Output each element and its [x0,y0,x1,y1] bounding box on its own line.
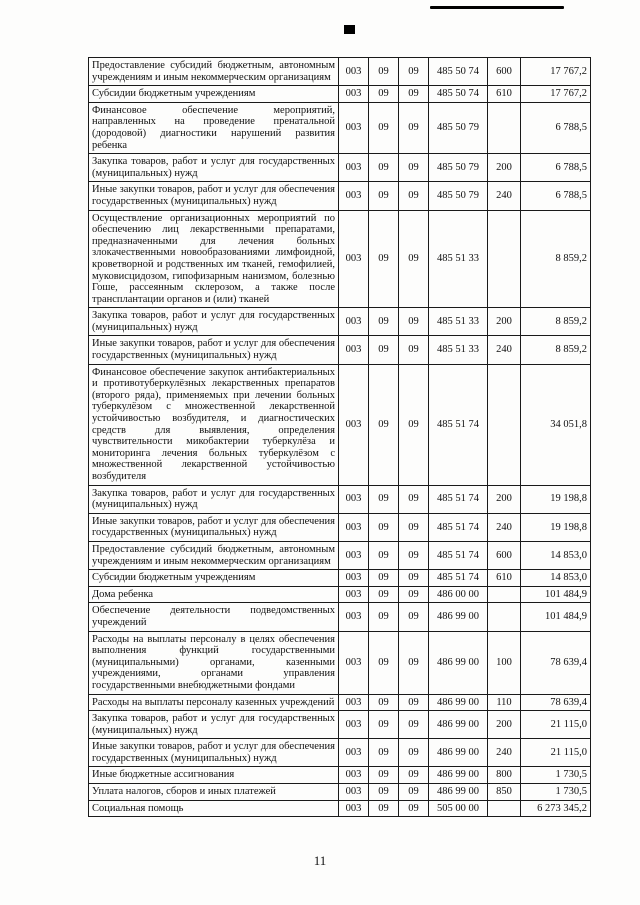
code-main-cell: 003 [339,784,369,801]
code-type-cell: 610 [488,86,521,103]
code-section-cell: 09 [369,784,399,801]
amount-cell: 101 484,9 [521,586,591,603]
table-row [89,364,591,485]
code-section-cell: 09 [369,336,399,364]
table-row [89,603,591,631]
code-main-cell: 003 [339,586,369,603]
code-section-cell: 09 [369,603,399,631]
code-main-cell: 003 [339,308,369,336]
expense-name-cell: Обеспечение деятельности подведомственных учреждений [89,603,339,631]
expense-name-cell: Иные закупки товаров, работ и услуг для обеспечения государственных (муниципальных) нужд [89,513,339,541]
table-row [89,513,591,541]
code-type-cell: 200 [488,711,521,739]
table-row [89,586,591,603]
amount-cell: 17 767,2 [521,86,591,103]
code-type-cell: 850 [488,784,521,801]
code-target-cell: 485 51 33 [429,336,488,364]
amount-cell: 21 115,0 [521,739,591,767]
code-target-cell: 485 51 33 [429,210,488,308]
code-subsection-cell: 09 [399,336,429,364]
expense-name-cell: Осуществление организационных мероприятий по обеспечению лиц лекарственными препаратами, предназначенными для лечения больных злокачественными новообразованиями лимфоидной, кроветворной и родственных им тканей, гемофилией, муковисцидозом, гипофизарным нанизмом, болезнью Гоше, рассеянным склерозом, а также после трансплантации органов и (или) тканей [89,210,339,308]
code-type-cell [488,800,521,817]
code-main-cell: 003 [339,336,369,364]
expense-name-cell: Дома ребенка [89,586,339,603]
amount-cell: 6 788,5 [521,154,591,182]
table-row [89,182,591,210]
code-type-cell [488,603,521,631]
code-main-cell: 003 [339,58,369,86]
amount-cell: 78 639,4 [521,631,591,694]
code-type-cell [488,210,521,308]
code-subsection-cell: 09 [399,58,429,86]
table-row [89,336,591,364]
code-target-cell: 485 51 74 [429,570,488,587]
code-type-cell [488,102,521,153]
code-target-cell: 485 50 79 [429,102,488,153]
scan-artifact-line [430,6,564,9]
code-main-cell: 003 [339,631,369,694]
code-subsection-cell: 09 [399,631,429,694]
code-section-cell: 09 [369,485,399,513]
code-target-cell: 486 99 00 [429,784,488,801]
code-type-cell: 200 [488,154,521,182]
code-type-cell [488,364,521,485]
table-row [89,86,591,103]
expense-name-cell: Иные закупки товаров, работ и услуг для обеспечения государственных (муниципальных) нужд [89,739,339,767]
code-section-cell: 09 [369,711,399,739]
table-row [89,485,591,513]
expense-name-cell: Закупка товаров, работ и услуг для государственных (муниципальных) нужд [89,308,339,336]
expense-name-cell: Закупка товаров, работ и услуг для государственных (муниципальных) нужд [89,711,339,739]
code-type-cell: 240 [488,739,521,767]
code-type-cell: 200 [488,485,521,513]
code-target-cell: 486 99 00 [429,603,488,631]
code-section-cell: 09 [369,308,399,336]
code-type-cell [488,586,521,603]
code-subsection-cell: 09 [399,210,429,308]
table-row [89,784,591,801]
code-target-cell: 486 99 00 [429,767,488,784]
page-number: 11 [313,853,327,868]
amount-cell: 14 853,0 [521,541,591,569]
code-section-cell: 09 [369,210,399,308]
code-subsection-cell: 09 [399,767,429,784]
code-target-cell: 485 51 74 [429,513,488,541]
expense-name-cell: Финансовое обеспечение мероприятий, направленных на проведение пренатальной (дородовой) диагностики нарушений развития ребенка [89,102,339,153]
table-row [89,711,591,739]
table-row [89,102,591,153]
code-main-cell: 003 [339,210,369,308]
code-type-cell: 110 [488,694,521,711]
expense-name-cell: Предоставление субсидий бюджетным, автономным учреждениям и иным некоммерческим организациям [89,58,339,86]
code-target-cell: 485 50 79 [429,182,488,210]
table-row [89,739,591,767]
code-main-cell: 003 [339,485,369,513]
code-subsection-cell: 09 [399,154,429,182]
code-type-cell: 240 [488,336,521,364]
code-type-cell: 100 [488,631,521,694]
code-target-cell: 485 51 74 [429,364,488,485]
code-section-cell: 09 [369,102,399,153]
expense-name-cell: Финансовое обеспечение закупок антибактериальных и противотуберкулёзных лекарственных препаратов (второго ряда), применяемых при лечении больных туберкулёзом с множественной лекарственной устойчивостью возбудителя, и диагностических средств для выявления, определения чувствительности микобактерии туберкулёза и мониторинга лечения больных туберкулёзом с множественной лекарственной устойчивостью возбудителя [89,364,339,485]
amount-cell: 8 859,2 [521,336,591,364]
code-type-cell: 610 [488,570,521,587]
code-subsection-cell: 09 [399,694,429,711]
amount-cell: 8 859,2 [521,308,591,336]
table-row [89,694,591,711]
code-main-cell: 003 [339,800,369,817]
amount-cell: 101 484,9 [521,603,591,631]
expense-name-cell: Закупка товаров, работ и услуг для государственных (муниципальных) нужд [89,154,339,182]
amount-cell: 19 198,8 [521,513,591,541]
expense-name-cell: Субсидии бюджетным учреждениям [89,86,339,103]
code-target-cell: 485 50 74 [429,86,488,103]
expense-name-cell: Социальная помощь [89,800,339,817]
table-row [89,58,591,86]
amount-cell: 17 767,2 [521,58,591,86]
code-section-cell: 09 [369,364,399,485]
amount-cell: 21 115,0 [521,711,591,739]
expense-name-cell: Расходы на выплаты персоналу казенных учреждений [89,694,339,711]
code-section-cell: 09 [369,182,399,210]
expense-name-cell: Иные закупки товаров, работ и услуг для обеспечения государственных (муниципальных) нужд [89,182,339,210]
code-subsection-cell: 09 [399,513,429,541]
code-target-cell: 486 99 00 [429,711,488,739]
code-type-cell: 200 [488,308,521,336]
expense-name-cell: Иные закупки товаров, работ и услуг для обеспечения государственных (муниципальных) нужд [89,336,339,364]
code-section-cell: 09 [369,541,399,569]
table-row [89,570,591,587]
budget-table-body [89,58,591,817]
amount-cell: 1 730,5 [521,784,591,801]
amount-cell: 19 198,8 [521,485,591,513]
table-row [89,308,591,336]
code-main-cell: 003 [339,694,369,711]
code-target-cell: 505 00 00 [429,800,488,817]
code-section-cell: 09 [369,631,399,694]
code-main-cell: 003 [339,86,369,103]
code-section-cell: 09 [369,570,399,587]
code-main-cell: 003 [339,513,369,541]
code-type-cell: 600 [488,58,521,86]
expense-name-cell: Предоставление субсидий бюджетным, автономным учреждениям и иным некоммерческим организациям [89,541,339,569]
code-subsection-cell: 09 [399,364,429,485]
code-main-cell: 003 [339,364,369,485]
budget-table [88,57,591,817]
code-main-cell: 003 [339,739,369,767]
code-section-cell: 09 [369,58,399,86]
table-row [89,800,591,817]
code-main-cell: 003 [339,767,369,784]
code-target-cell: 486 99 00 [429,631,488,694]
code-subsection-cell: 09 [399,86,429,103]
code-type-cell: 240 [488,182,521,210]
code-subsection-cell: 09 [399,485,429,513]
table-row [89,767,591,784]
expense-name-cell: Закупка товаров, работ и услуг для государственных (муниципальных) нужд [89,485,339,513]
amount-cell: 6 788,5 [521,102,591,153]
code-main-cell: 003 [339,541,369,569]
amount-cell: 6 273 345,2 [521,800,591,817]
code-target-cell: 486 00 00 [429,586,488,603]
code-subsection-cell: 09 [399,541,429,569]
amount-cell: 8 859,2 [521,210,591,308]
code-type-cell: 800 [488,767,521,784]
expense-name-cell: Расходы на выплаты персоналу в целях обеспечения выполнения функций государственными (муниципальными) органами, казенными учреждениями, органами управления государственными внебюджетными фондами [89,631,339,694]
code-target-cell: 486 99 00 [429,694,488,711]
code-main-cell: 003 [339,711,369,739]
code-subsection-cell: 09 [399,586,429,603]
code-section-cell: 09 [369,767,399,784]
code-subsection-cell: 09 [399,570,429,587]
code-section-cell: 09 [369,154,399,182]
code-target-cell: 486 99 00 [429,739,488,767]
code-target-cell: 485 50 79 [429,154,488,182]
table-row [89,631,591,694]
code-section-cell: 09 [369,586,399,603]
table-row [89,541,591,569]
code-section-cell: 09 [369,800,399,817]
code-type-cell: 240 [488,513,521,541]
code-section-cell: 09 [369,694,399,711]
code-subsection-cell: 09 [399,603,429,631]
code-subsection-cell: 09 [399,784,429,801]
expense-name-cell: Уплата налогов, сборов и иных платежей [89,784,339,801]
code-section-cell: 09 [369,86,399,103]
amount-cell: 14 853,0 [521,570,591,587]
table-row [89,210,591,308]
code-target-cell: 485 51 74 [429,485,488,513]
code-target-cell: 485 50 74 [429,58,488,86]
expense-name-cell: Иные бюджетные ассигнования [89,767,339,784]
amount-cell: 34 051,8 [521,364,591,485]
code-subsection-cell: 09 [399,800,429,817]
table-row [89,154,591,182]
code-main-cell: 003 [339,603,369,631]
code-target-cell: 485 51 74 [429,541,488,569]
code-main-cell: 003 [339,102,369,153]
scan-artifact-blob [344,25,355,34]
expense-name-cell: Субсидии бюджетным учреждениям [89,570,339,587]
code-main-cell: 003 [339,570,369,587]
code-section-cell: 09 [369,739,399,767]
code-target-cell: 485 51 33 [429,308,488,336]
code-subsection-cell: 09 [399,711,429,739]
code-subsection-cell: 09 [399,308,429,336]
amount-cell: 78 639,4 [521,694,591,711]
code-main-cell: 003 [339,154,369,182]
code-subsection-cell: 09 [399,102,429,153]
code-main-cell: 003 [339,182,369,210]
amount-cell: 6 788,5 [521,182,591,210]
code-type-cell: 600 [488,541,521,569]
amount-cell: 1 730,5 [521,767,591,784]
code-section-cell: 09 [369,513,399,541]
code-subsection-cell: 09 [399,739,429,767]
code-subsection-cell: 09 [399,182,429,210]
